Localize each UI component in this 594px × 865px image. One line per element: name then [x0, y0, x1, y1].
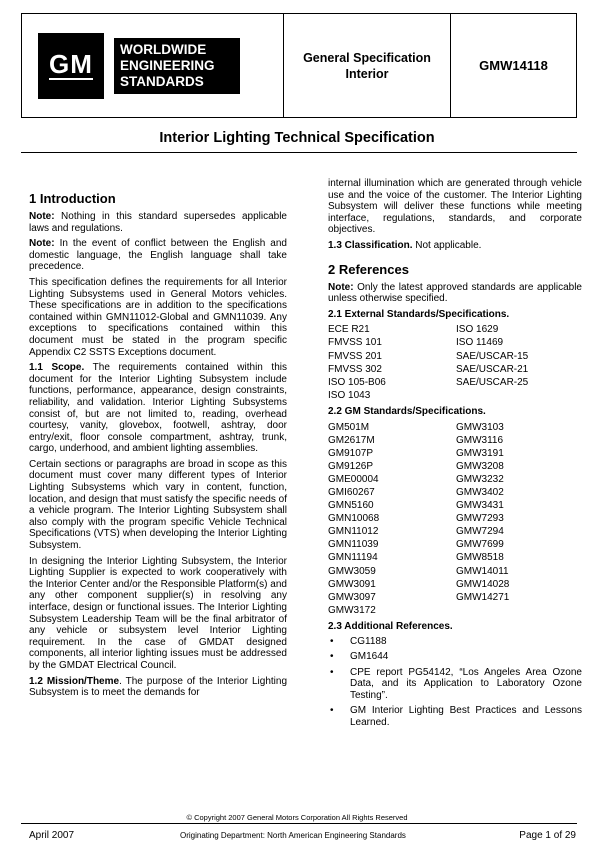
gm-standard-item: GMW14271	[456, 591, 510, 603]
gm-standard-item: GM9126P	[328, 460, 374, 472]
header-branding	[22, 14, 284, 117]
note-text: Only the latest approved standards are applicable unless otherwise specified.	[328, 281, 582, 305]
right-column	[328, 178, 582, 733]
body-paragraph: In designing the Interior Lighting Subsystem, the Interior Lighting Supplier is expected to work cooperatively with the Interior Center and/or the Responsible Platform(s) and any other component supplier(s) in resolving any interface, design or functional issues. The Interior Lighting Subsystem Leadership Team will be the final arbitrator of any vehicle or subsystem level Interior Lighting requirement. In the case of GMDAT designed components, all interior lighting issues must be addressed by the GMDAT Electrical Council.	[29, 555, 287, 671]
gm-standard-item: GMN11039	[328, 539, 379, 551]
footer-department: Originating Department: North American Engineering Standards	[180, 831, 406, 840]
note-text: Nothing in this standard supersedes applicable laws and regulations.	[29, 211, 287, 234]
additional-reference-item: • CPE report PG54142, “Los Angeles Area Ozone Data, and its Application to Laboratory Ozone Testing”.	[328, 667, 582, 702]
footer-date: April 2007	[29, 830, 75, 841]
external-standard-item: SAE/USCAR-25	[456, 376, 529, 388]
mission-text: . The purpose of the Interior Lighting Subsystem is to meet the demands for	[29, 675, 288, 699]
heading-references: 2 References	[328, 261, 409, 277]
gm-standard-item: GMW3208	[456, 460, 504, 472]
gm-standard-item: GMW3232	[456, 473, 504, 485]
scope-text: The requirements contained within this document for the Interior Lighting Subsystem include functions, performance, appearance, design constraints, reliability, and validation. Interior Lighting Subsystems consist of, but are not limited to, reading, overhead courtesy, vanity, glovebox, footwell, ashtray, door entry/exit, floor console compartment, ashtray, trunk, cargo, underhood, and ambient lighting assemblies.	[29, 362, 287, 455]
note-label: Note:	[29, 238, 55, 250]
gm-standard-item: GMN11012	[328, 526, 379, 538]
additional-reference-item: • GM Interior Lighting Best Practices and Lessons Learned.	[328, 705, 582, 728]
gm-standard-item: GMW3059	[328, 565, 376, 577]
external-standard-item: ECE R21	[328, 324, 370, 336]
gm-standard-item: GMW3097	[328, 591, 376, 603]
gm-standard-item: GMW3431	[456, 500, 504, 512]
gm-standard-item: GMI60267	[328, 486, 375, 498]
gm-standard-item: GMW3172	[328, 604, 376, 616]
program-name: WORLDWIDE ENGINEERING STANDARDS	[114, 38, 240, 94]
spec-type: General Specification Interior	[284, 14, 451, 117]
intro-paragraph: This specification defines the requirements for all Interior Lighting Subsystems used in General Motors vehicles. These specifications are in addition to the specifications contained within GMN11012-Global and GMN11039. Any exceptions to specifications contained within this document must be stated in the program specific Appendix C2 SSTS Exceptions document.	[29, 276, 287, 358]
gm-logo-text: GM	[49, 49, 93, 79]
gm-standard-item: GMW3116	[456, 434, 504, 446]
gm-standard-item: GMW3091	[328, 578, 376, 590]
gm-standards-list	[328, 421, 582, 617]
scope-paragraph	[29, 362, 287, 455]
doc-number: GMW14118	[479, 58, 548, 73]
gm-standard-item: GM501M	[328, 421, 370, 433]
mission-continued: internal illumination which are generated through vehicle use and the voice of the customer. The Interior Lighting Subsystem will deliver these functions while meeting interface, regulations, standards, and corporate objectives.	[328, 178, 582, 236]
external-standard-item: FMVSS 201	[328, 350, 382, 362]
additional-reference-item: • GM1644	[328, 651, 582, 663]
heading-additional-references: 2.3 Additional References.	[328, 620, 453, 632]
external-standards-list	[328, 323, 582, 402]
gm-standard-item: GMW7293	[456, 513, 504, 525]
gm-standard-item: GMW14011	[456, 565, 509, 577]
gm-standard-item: GMN5160	[328, 500, 374, 512]
classification-text: Not applicable.	[412, 239, 482, 251]
gm-standard-item: GMW8518	[456, 552, 504, 564]
gm-standard-item: GMN11194	[328, 552, 378, 564]
external-standard-item: ISO 1629	[456, 324, 499, 336]
external-standard-item: ISO 11469	[456, 337, 504, 349]
mission-paragraph	[29, 676, 287, 699]
note-text: In the event of conflict between the English and domestic language, the English language shall take precedence.	[29, 238, 287, 273]
external-standard-item: SAE/USCAR-21	[456, 363, 529, 375]
note-paragraph	[29, 238, 287, 273]
gm-standard-item: GME00004	[328, 473, 379, 485]
gm-standard-item: GM2617M	[328, 434, 375, 446]
additional-references-list	[328, 636, 582, 729]
classification-label: 1.3 Classification.	[328, 239, 413, 251]
external-standard-item: FMVSS 101	[328, 337, 382, 349]
external-standard-item: SAE/USCAR-15	[456, 350, 529, 362]
note-label: Note:	[328, 281, 354, 293]
note-label: Note:	[29, 211, 55, 222]
external-standard-item: ISO 1043	[328, 389, 371, 401]
gm-standard-item: GM9107P	[328, 447, 374, 459]
external-standard-item: FMVSS 302	[328, 363, 382, 375]
scope-label: 1.1 Scope.	[29, 362, 85, 374]
body-paragraph: Certain sections or paragraphs are broad in scope as this document must cover many different types of Interior Lighting Subsystems which vary in content, function, location, and design that must satisfy the specific needs of a vehicle program. The Interior Lighting Subsystem shall also comply with the program specific Vehicle Technical Specifications (VTS) when developing the Interior Lighting Subsystem.	[29, 458, 287, 552]
gm-standard-item	[456, 604, 582, 617]
external-standard-item: ISO 105-B06	[328, 376, 386, 388]
heading-external-standards: 2.1 External Standards/Specifications.	[328, 308, 510, 320]
gm-standard-item: GMW3402	[456, 486, 504, 498]
heading-gm-standards: 2.2 GM Standards/Specifications.	[328, 405, 486, 417]
gm-standard-item: GMW3191	[456, 447, 504, 459]
classification-paragraph	[328, 240, 582, 252]
document-header	[21, 13, 577, 118]
additional-reference-item: • CG1188	[328, 636, 582, 648]
footer-divider	[21, 823, 577, 824]
external-standard-item	[456, 389, 582, 402]
note-paragraph	[29, 211, 287, 234]
gm-standard-item: GMN10068	[328, 513, 380, 525]
gm-standard-item: GMW3103	[456, 421, 504, 433]
gm-standard-item: GMW7699	[456, 539, 504, 551]
left-column	[29, 191, 287, 703]
note-paragraph	[328, 282, 582, 305]
gm-logo	[38, 33, 104, 99]
gm-standard-item: GMW14028	[456, 578, 510, 590]
copyright-notice: © Copyright 2007 General Motors Corporation All Rights Reserved	[186, 813, 408, 822]
gm-standard-item: GMW7294	[456, 526, 504, 538]
title-divider	[21, 152, 577, 153]
mission-label: 1.2 Mission/Theme	[29, 675, 120, 687]
page-number: Page 1 of 29	[519, 830, 576, 841]
document-title: Interior Lighting Technical Specification	[159, 130, 435, 146]
heading-introduction: 1 Introduction	[29, 191, 116, 206]
